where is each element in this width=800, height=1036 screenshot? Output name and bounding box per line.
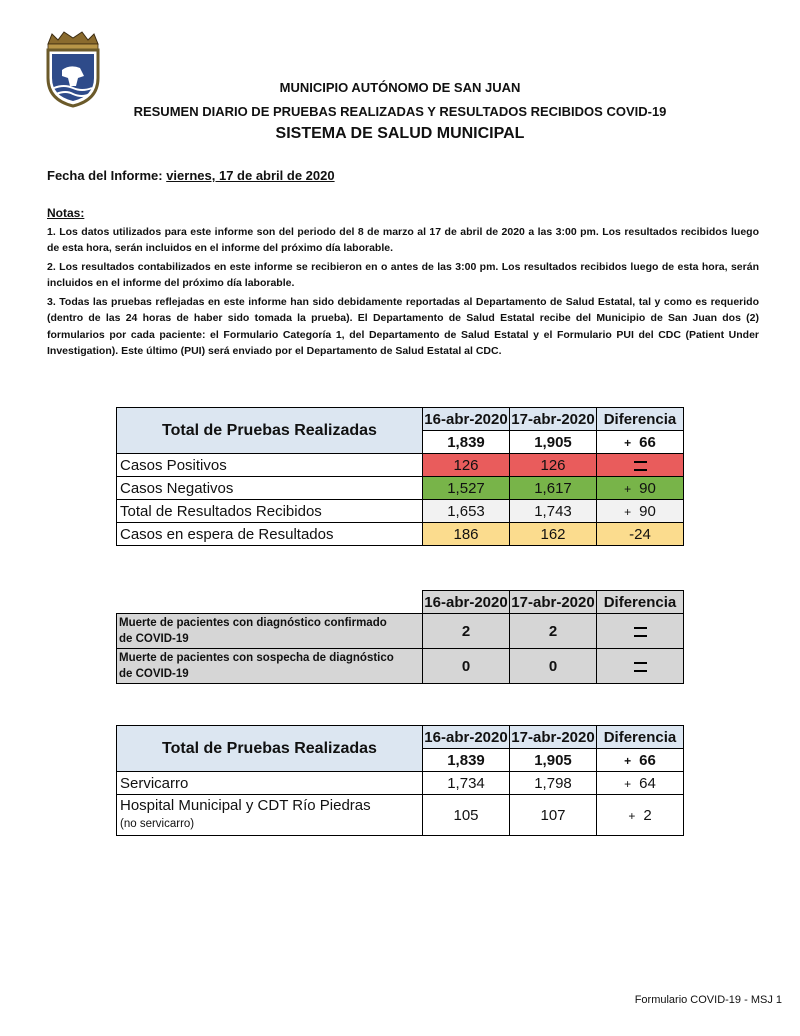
note-3: 3. Todas las pruebas reflejadas en este informe han sido debidamente reportadas al Departamento de Salud Estatal, tal y como es requerido (dentro de las 24 horas de haber sido tomada la prueba). El Departamento de Salud Estatal recibe del Municipio de San Juan dos (2) formularios por cada paciente: el Formulario Categoría 1, del Departamento de Salud Estatal y el Formulario PUI del CDC (Patient Under Investigation). Este último (PUI) será enviado por el Departamento de Salud Estatal al CDC.	[47, 295, 759, 357]
row-label: Muerte de pacientes con sospecha de diagnóstico de COVID-19	[117, 649, 423, 684]
tests-results-table	[116, 407, 684, 546]
col-diff: Diferencia	[597, 408, 684, 431]
row-label: Servicarro	[117, 772, 423, 795]
row-d1: 0	[423, 649, 510, 684]
row-d1: 1,734	[423, 772, 510, 795]
report-subtitle: RESUMEN DIARIO DE PRUEBAS REALIZADAS Y RESULTADOS RECIBIDOS COVID-19	[133, 104, 667, 119]
plus-icon: +	[624, 753, 632, 768]
table-row	[117, 772, 684, 795]
notes-title: Notas:	[47, 206, 85, 220]
table1-title: Total de Pruebas Realizadas	[117, 408, 423, 454]
table3-total-d2: 1,905	[510, 749, 597, 772]
note-1: 1. Los datos utilizados para este informe son del periodo del 8 de marzo al 17 de abril de 2020 a las 3:00 pm. Los resultados recibidos luego de esta hora, serán incluidos en el informe del próximo día laborable.	[47, 225, 759, 254]
note-2: 2. Los resultados contabilizados en este informe se recibieron en o antes de las 3:00 pm. Los resultados recibidos luego de esta hora, serán incluidos en el informe del próximo día laborable.	[47, 260, 759, 289]
equals-icon	[634, 627, 647, 637]
row-d2: 1,743	[510, 500, 597, 523]
row-d2: 2	[510, 614, 597, 649]
report-date	[47, 168, 335, 183]
table-row	[117, 500, 684, 523]
row-label: Hospital Municipal y CDT Río Piedras (no servicarro)	[117, 795, 423, 836]
row-label: Muerte de pacientes con diagnóstico confirmado de COVID-19	[117, 614, 423, 649]
plus-icon: +	[628, 808, 636, 823]
row-diff: -24	[597, 523, 684, 546]
table-row	[117, 454, 684, 477]
row-d1: 105	[423, 795, 510, 836]
municipality-title: MUNICIPIO AUTÓNOMO DE SAN JUAN	[279, 80, 521, 95]
row-diff: + 2	[597, 795, 684, 836]
row-label: Casos Negativos	[117, 477, 423, 500]
table3-total-d1: 1,839	[423, 749, 510, 772]
table3-title: Total de Pruebas Realizadas	[117, 726, 423, 772]
table-row	[117, 614, 684, 649]
row-diff: + 64	[597, 772, 684, 795]
row-label: Casos Positivos	[117, 454, 423, 477]
row-d1: 2	[423, 614, 510, 649]
row-d2: 126	[510, 454, 597, 477]
plus-icon: +	[624, 481, 632, 496]
row-d1: 1,653	[423, 500, 510, 523]
row-d2: 1,798	[510, 772, 597, 795]
plus-icon: +	[624, 435, 632, 450]
row-d1: 1,527	[423, 477, 510, 500]
row-label: Total de Resultados Recibidos	[117, 500, 423, 523]
table1-total-diff: + 66	[597, 431, 684, 454]
row-diff	[597, 454, 684, 477]
row-label: Casos en espera de Resultados	[117, 523, 423, 546]
col-date-1: 16-abr-2020	[423, 726, 510, 749]
row-d2: 0	[510, 649, 597, 684]
row-diff	[597, 614, 684, 649]
col-date-1: 16-abr-2020	[423, 591, 510, 614]
tests-by-site-table	[116, 725, 684, 836]
report-date-label: Fecha del Informe:	[47, 168, 163, 183]
row-d2: 162	[510, 523, 597, 546]
table-row	[117, 477, 684, 500]
report-date-value: viernes, 17 de abril de 2020	[166, 168, 335, 183]
empty-cell	[117, 591, 423, 614]
form-footer: Formulario COVID-19 - MSJ 1	[634, 994, 782, 1006]
san-juan-coat-of-arms-icon	[42, 30, 104, 108]
table-row	[117, 523, 684, 546]
col-date-2: 17-abr-2020	[510, 591, 597, 614]
col-date-2: 17-abr-2020	[510, 408, 597, 431]
plus-icon: +	[624, 504, 632, 519]
col-date-1: 16-abr-2020	[423, 408, 510, 431]
deaths-table	[116, 590, 684, 684]
system-title: SISTEMA DE SALUD MUNICIPAL	[275, 125, 525, 142]
table-row	[117, 795, 684, 836]
plus-icon: +	[624, 776, 632, 791]
col-diff: Diferencia	[597, 591, 684, 614]
table1-total-d1: 1,839	[423, 431, 510, 454]
table1-total-d2: 1,905	[510, 431, 597, 454]
row-diff: + 90	[597, 477, 684, 500]
col-diff: Diferencia	[597, 726, 684, 749]
equals-icon	[634, 461, 647, 471]
equals-icon	[634, 662, 647, 672]
row-d1: 186	[423, 523, 510, 546]
notes-section	[47, 205, 759, 360]
row-d2: 1,617	[510, 477, 597, 500]
table3-total-diff: + 66	[597, 749, 684, 772]
col-date-2: 17-abr-2020	[510, 726, 597, 749]
table-row	[117, 649, 684, 684]
row-diff: + 90	[597, 500, 684, 523]
row-diff	[597, 649, 684, 684]
row-d2: 107	[510, 795, 597, 836]
row-d1: 126	[423, 454, 510, 477]
